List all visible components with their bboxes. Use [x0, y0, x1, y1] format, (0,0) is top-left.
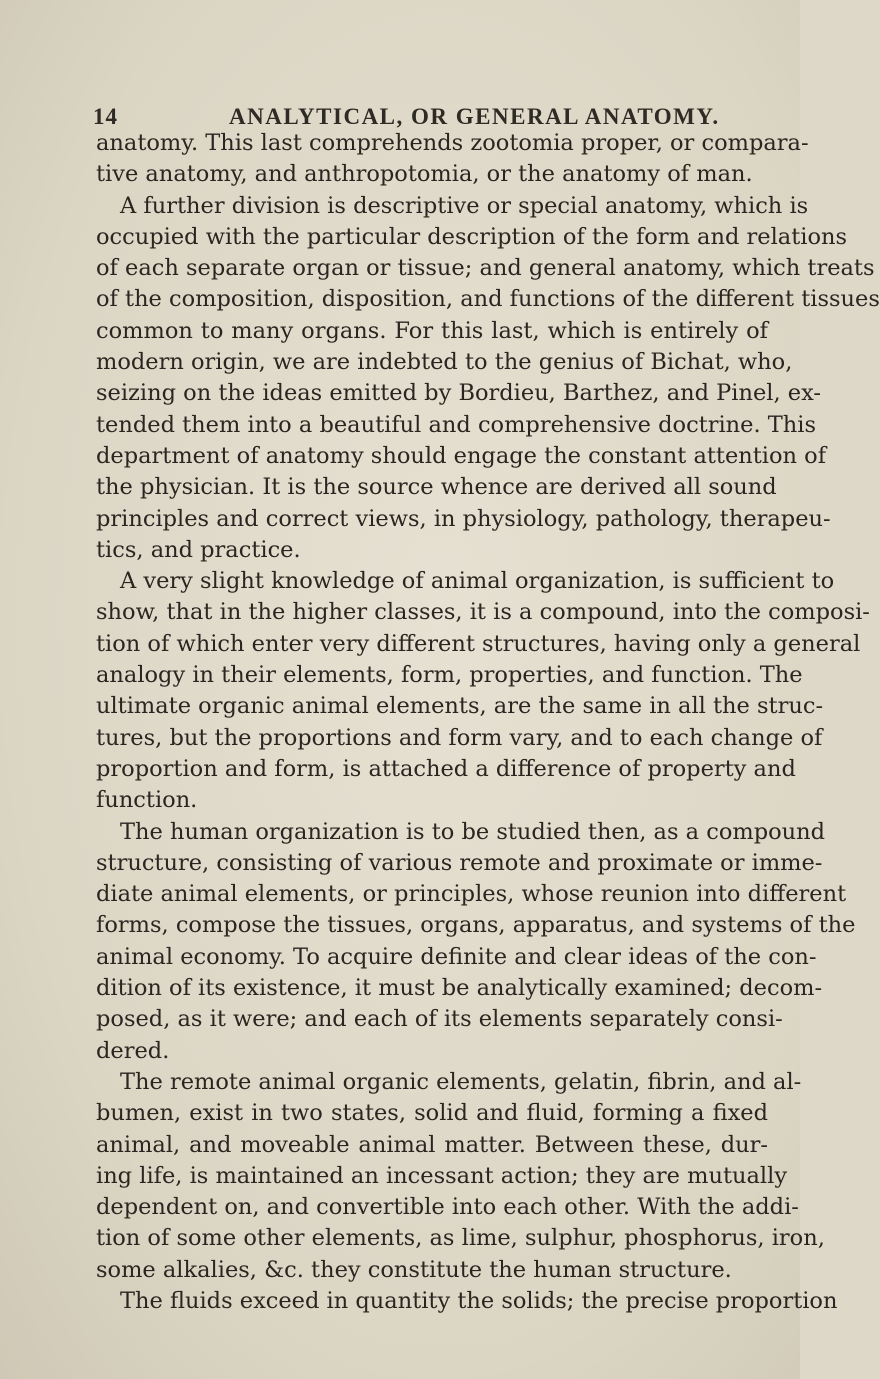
page-header — [93, 60, 760, 129]
text-line: animal economy. To acquire definite and clear ideas of the con- — [96, 943, 817, 970]
text-line: The human organization is to be studied then, as a compound — [120, 818, 826, 845]
text-line: of the composition, disposition, and functions of the different tissues — [96, 286, 880, 313]
text-line: diate animal elements, or principles, whose reunion into different — [96, 881, 847, 908]
text-line: A further division is descriptive or special anatomy, which is — [120, 192, 809, 219]
body-text — [96, 128, 880, 1317]
text-line: posed, as it were; and each of its elements separately consi- — [96, 1006, 783, 1033]
text-line: seizing on the ideas emitted by Bordieu, Barthez, and Pinel, ex- — [96, 380, 822, 407]
running-head: ANALYTICAL, OR GENERAL ANATOMY. — [229, 104, 720, 129]
text-line: The fluids exceed in quantity the solids; the precise proportion — [120, 1287, 838, 1314]
text-line: structure, consisting of various remote and proximate or imme- — [96, 849, 823, 876]
text-line: dered. — [96, 1037, 170, 1064]
text-line: common to many organs. For this last, which is entirely of — [96, 317, 768, 344]
text-line: of each separate organ or tissue; and general anatomy, which treats — [96, 255, 875, 282]
text-line: animal, and moveable animal matter. Between these, dur- — [96, 1131, 768, 1158]
text-line: modern origin, we are indebted to the genius of Bichat, who, — [96, 349, 793, 376]
text-line: dependent on, and convertible into each other. With the addi- — [96, 1194, 799, 1221]
text-line: ing life, is maintained an incessant action; they are mutually — [96, 1162, 788, 1189]
page-number: 14 — [93, 104, 118, 129]
text-line: analogy in their elements, form, properties, and function. The — [96, 662, 803, 689]
text-line: dition of its existence, it must be analytically examined; decom- — [96, 975, 823, 1002]
text-line: The remote animal organic elements, gelatin, fibrin, and al- — [120, 1068, 802, 1095]
text-line: anatomy. This last comprehends zootomia proper, or compara- — [96, 130, 809, 156]
text-line: principles and correct views, in physiology, pathology, therapeu- — [96, 505, 831, 532]
text-line: show, that in the higher classes, it is a compound, into the composi- — [96, 599, 870, 626]
text-line: forms, compose the tissues, organs, apparatus, and systems of the — [96, 912, 856, 939]
text-line: bumen, exist in two states, solid and fluid, forming a fixed — [96, 1100, 768, 1127]
text-line: some alkalies, &c. they constitute the human structure. — [96, 1256, 732, 1283]
text-line: tive anatomy, and anthropotomia, or the anatomy of man. — [96, 161, 753, 188]
text-line: department of anatomy should engage the constant attention of — [96, 442, 827, 469]
text-line: occupied with the particular description of the form and relations — [96, 223, 848, 250]
text-line: function. — [96, 787, 198, 814]
text-line: tics, and practice. — [96, 536, 301, 563]
text-line: ultimate organic animal elements, are the same in all the struc- — [96, 693, 824, 720]
text-line: tures, but the proportions and form vary, and to each change of — [96, 724, 823, 751]
text-line: tended them into a beautiful and comprehensive doctrine. This — [96, 411, 817, 438]
text-line: proportion and form, is attached a difference of property and — [96, 755, 796, 782]
text-line: A very slight knowledge of animal organization, is sufficient to — [120, 568, 835, 595]
text-line: tion of some other elements, as lime, sulphur, phosphorus, iron, — [96, 1225, 825, 1252]
text-line: tion of which enter very different structures, having only a general — [96, 630, 861, 657]
text-line: the physician. It is the source whence are derived all sound — [96, 474, 777, 501]
